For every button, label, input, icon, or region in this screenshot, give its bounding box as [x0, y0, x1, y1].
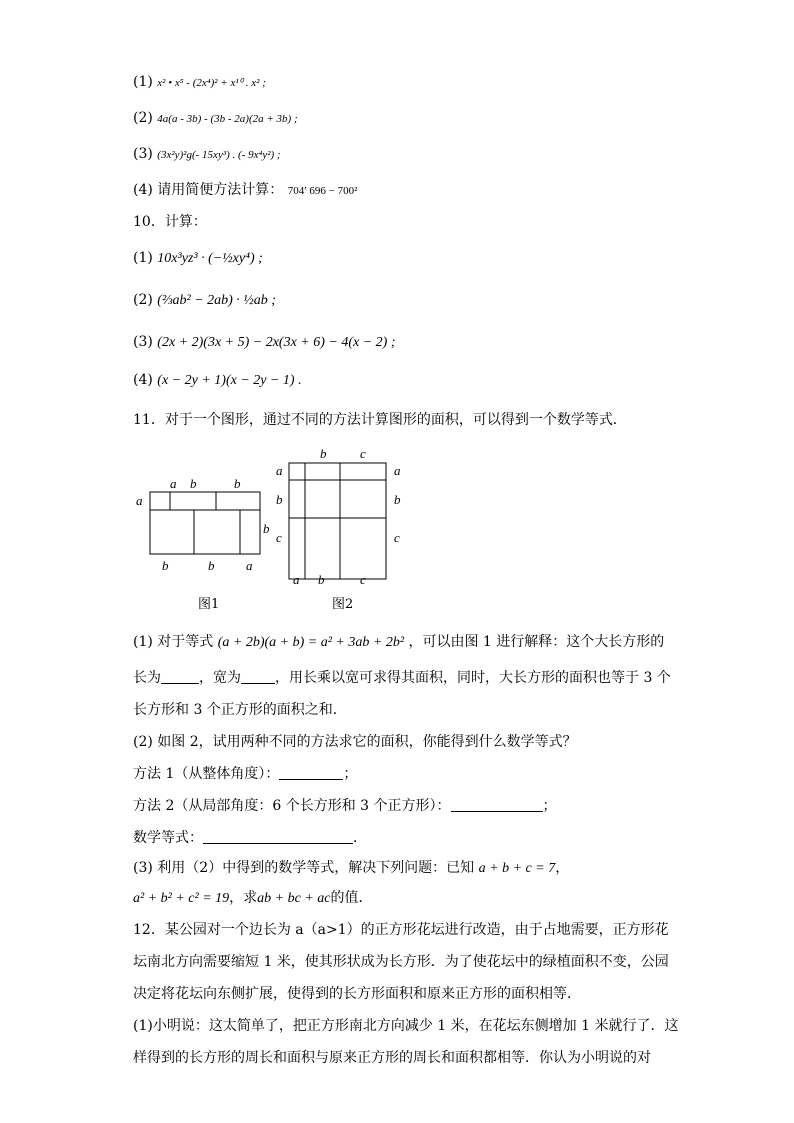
fig2-right-label: a [394, 463, 401, 478]
item-number: (3) [133, 146, 153, 162]
answer-blank-length[interactable] [161, 669, 199, 684]
fig1-left-label: a [136, 493, 143, 508]
math-expression: x² • x⁵ - (2x⁴)² + x¹⁰ . x² ; [157, 77, 266, 89]
math-expression: a + b + c = 7 [478, 861, 556, 876]
item-number: (1) [133, 250, 153, 266]
item-number: (1) [133, 74, 153, 90]
question-text: (3) 利用（2）中得到的数学等式，解决下列问题：已知 [133, 860, 475, 876]
fig1-outer-rect [150, 492, 260, 554]
fig2-bottom-label: b [318, 572, 325, 587]
item-number: (2) [133, 292, 153, 308]
figure-2 [270, 444, 415, 620]
p11-q1-line1 [133, 632, 664, 653]
question-text: ，求 [229, 890, 258, 906]
answer-blank-method2[interactable] [451, 797, 543, 812]
p11-q3-line2 [133, 888, 372, 909]
item-number: (4) [133, 182, 153, 198]
question-text: 的值． [330, 890, 373, 906]
math-expression: (⅔ab² − 2ab) · ½ab ; [157, 293, 276, 308]
fig2-top-label: b [320, 446, 327, 461]
math-expression: a² + b² + c² = 19 [133, 891, 230, 906]
item-number: (3) [133, 334, 153, 350]
math-expression: 704′ 696 − 700² [287, 185, 358, 197]
question-text: (1) 对于等式 [133, 634, 214, 650]
p11-method2: 方法 2（从局部角度：6 个长方形和 3 个正方形）： ； [133, 798, 557, 814]
math-expression: 10x³yz³ · (−½xy⁴) ; [157, 251, 263, 266]
p12-line5: 样得到的长方形的周长和面积与原来正方形的周长和面积都相等．你认为小明说的对 [133, 1050, 651, 1066]
math-expression: 4a(a - 3b) - (3b - 2a)(2a + 3b) ; [157, 113, 298, 125]
fig2-right-label: c [394, 530, 400, 545]
fig2-left-label: a [276, 463, 283, 478]
item-number: (2) [133, 110, 153, 126]
question-text: 方法 2（从局部角度：6 个长方形和 3 个正方形）： [133, 798, 451, 814]
p9-item-3 [133, 144, 281, 165]
math-expression: (3x²y)²g(- 15xy³) . (- 9x⁴y²) ; [157, 149, 281, 161]
p10-item-4 [133, 370, 302, 391]
fig1-bottom-label: b [208, 558, 215, 573]
fig1-caption: 图1 [198, 597, 220, 612]
fig2-left-label: c [276, 530, 282, 545]
p11-title: 11．对于一个图形，通过不同的方法计算图形的面积，可以得到一个数学等式． [133, 412, 627, 428]
p12-line1: 12．某公园对一个边长为 a（a>1）的正方形花坛进行改造，由于占地需要，正方形花 [133, 922, 669, 938]
p11-q3-line1: (3) 利用（2）中得到的数学等式，解决下列问题：已知 a + b + c = 7， [133, 860, 570, 876]
p12-line2: 坛南北方向需要缩短 1 米，使其形状成为长方形．为了使花坛中的绿植面积不变，公园 [133, 954, 669, 970]
question-text: ，用长乘以宽可求得其面积，同时，大长方形的面积也等于 3 个 [275, 670, 671, 686]
p11-equation: 数学等式： ． [133, 830, 367, 846]
question-text: 数学等式： [133, 830, 203, 846]
p9-item-1 [133, 72, 266, 93]
answer-blank-equation[interactable] [203, 829, 353, 844]
fig2-right-label: b [394, 492, 401, 507]
fig2-bottom-label: c [360, 572, 366, 587]
p12-line4: (1)小明说：这太简单了，把正方形南北方向减少 1 米，在花坛东侧增加 1 米就行了．这 [133, 1018, 679, 1034]
fig2-top-label: c [360, 446, 366, 461]
math-expression: (2x + 2)(3x + 5) − 2x(3x + 6) − 4(x − 2) ; [157, 335, 396, 350]
p10-item-1 [133, 248, 263, 269]
fig1-bottom-label: b [162, 558, 169, 573]
p11-method1: 方法 1（从整体角度）： ； [133, 766, 358, 782]
item-number: (4) [133, 372, 153, 388]
fig1-top-label: a [170, 476, 177, 491]
item-text: 请用简便方法计算： [157, 182, 284, 198]
p11-q1-line2 [133, 668, 671, 688]
p11-q2: (2) 如图 2，试用两种不同的方法求它的面积，你能得到什么数学等式？ [133, 734, 577, 750]
fig2-bottom-label: a [293, 572, 300, 587]
math-expression: ab + bc + ac [257, 891, 331, 906]
p9-item-4 [133, 180, 357, 201]
fig1-right-label: b [263, 521, 270, 536]
math-expression: (a + 2b)(a + b) = a² + 3ab + 2b² [217, 635, 405, 650]
fig1-bottom-label: a [246, 558, 253, 573]
fig1-top-label: b [234, 476, 241, 491]
p10-item-2 [133, 290, 276, 311]
math-expression: (x − 2y + 1)(x − 2y − 1) . [157, 373, 302, 388]
p11-q1-line3: 长方形和 3 个正方形的面积之和． [133, 702, 347, 718]
figure-1 [130, 470, 270, 620]
question-text: 方法 1（从整体角度）： [133, 766, 280, 782]
question-text: 长为 [133, 670, 161, 686]
fig2-caption: 图2 [332, 597, 354, 612]
answer-blank-width[interactable] [241, 669, 275, 684]
p10-title: 10．计算： [133, 214, 207, 230]
answer-blank-method1[interactable] [279, 765, 343, 780]
question-text: ，宽为 [199, 670, 241, 686]
p9-item-2 [133, 108, 298, 129]
question-text: ，可以由图 1 进行解释：这个大长方形的 [408, 634, 665, 650]
fig2-left-label: b [276, 492, 283, 507]
p10-item-3 [133, 332, 396, 353]
p12-line3: 决定将花坛向东侧扩展，使得到的长方形面积和原来正方形的面积相等． [133, 986, 581, 1002]
fig1-top-label: b [190, 476, 197, 491]
